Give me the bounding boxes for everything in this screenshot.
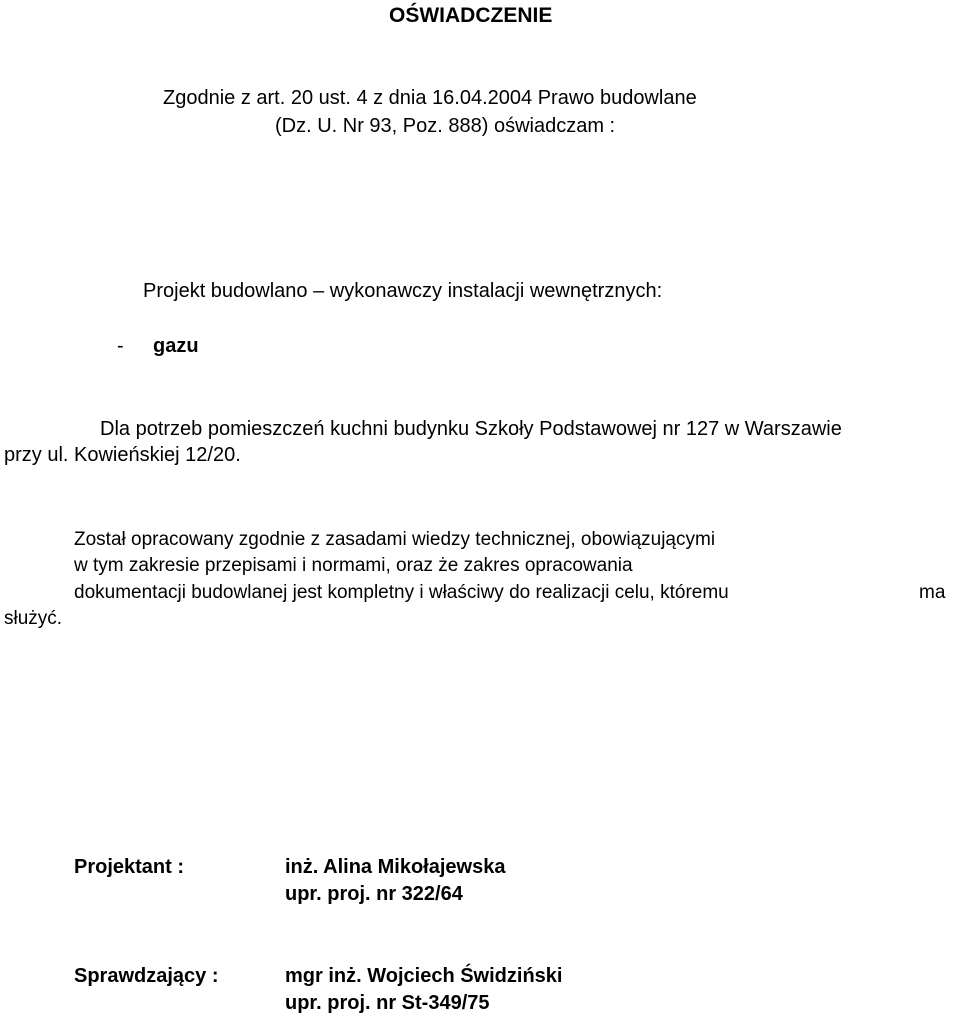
checker-label: Sprawdzający :: [74, 965, 219, 987]
statement-line-2: w tym zakresie przepisami i normami, oraz że zakres opracowania: [74, 555, 633, 576]
purpose-line-1: Dla potrzeb pomieszczeń kuchni budynku Szkoły Podstawowej nr 127 w Warszawie: [100, 418, 842, 440]
checker-license: upr. proj. nr St-349/75: [285, 992, 490, 1014]
checker-name: mgr inż. Wojciech Świdziński: [285, 965, 563, 987]
statement-line-3: dokumentacji budowlanej jest kompletny i właściwy do realizacji celu, któremu: [74, 582, 729, 603]
legal-basis-line-2: (Dz. U. Nr 93, Poz. 888) oświadczam :: [275, 115, 616, 137]
statement-line-4: służyć.: [4, 608, 63, 629]
designer-label: Projektant :: [74, 856, 185, 878]
document-title: OŚWIADCZENIE: [389, 4, 553, 27]
project-item-dash: -: [117, 335, 124, 357]
designer-license: upr. proj. nr 322/64: [285, 883, 463, 905]
designer-name: inż. Alina Mikołajewska: [285, 856, 506, 878]
project-heading: Projekt budowlano – wykonawczy instalacji wewnętrznych:: [143, 280, 663, 302]
statement-line-1: Został opracowany zgodnie z zasadami wiedzy technicznej, obowiązującymi: [74, 529, 716, 550]
legal-basis-line-1: Zgodnie z art. 20 ust. 4 z dnia 16.04.2004 Prawo budowlane: [163, 87, 697, 109]
project-item-gas: gazu: [153, 335, 199, 357]
statement-line-3-end: ma: [919, 582, 946, 603]
purpose-line-2: przy ul. Kowieńskiej 12/20.: [4, 444, 241, 466]
